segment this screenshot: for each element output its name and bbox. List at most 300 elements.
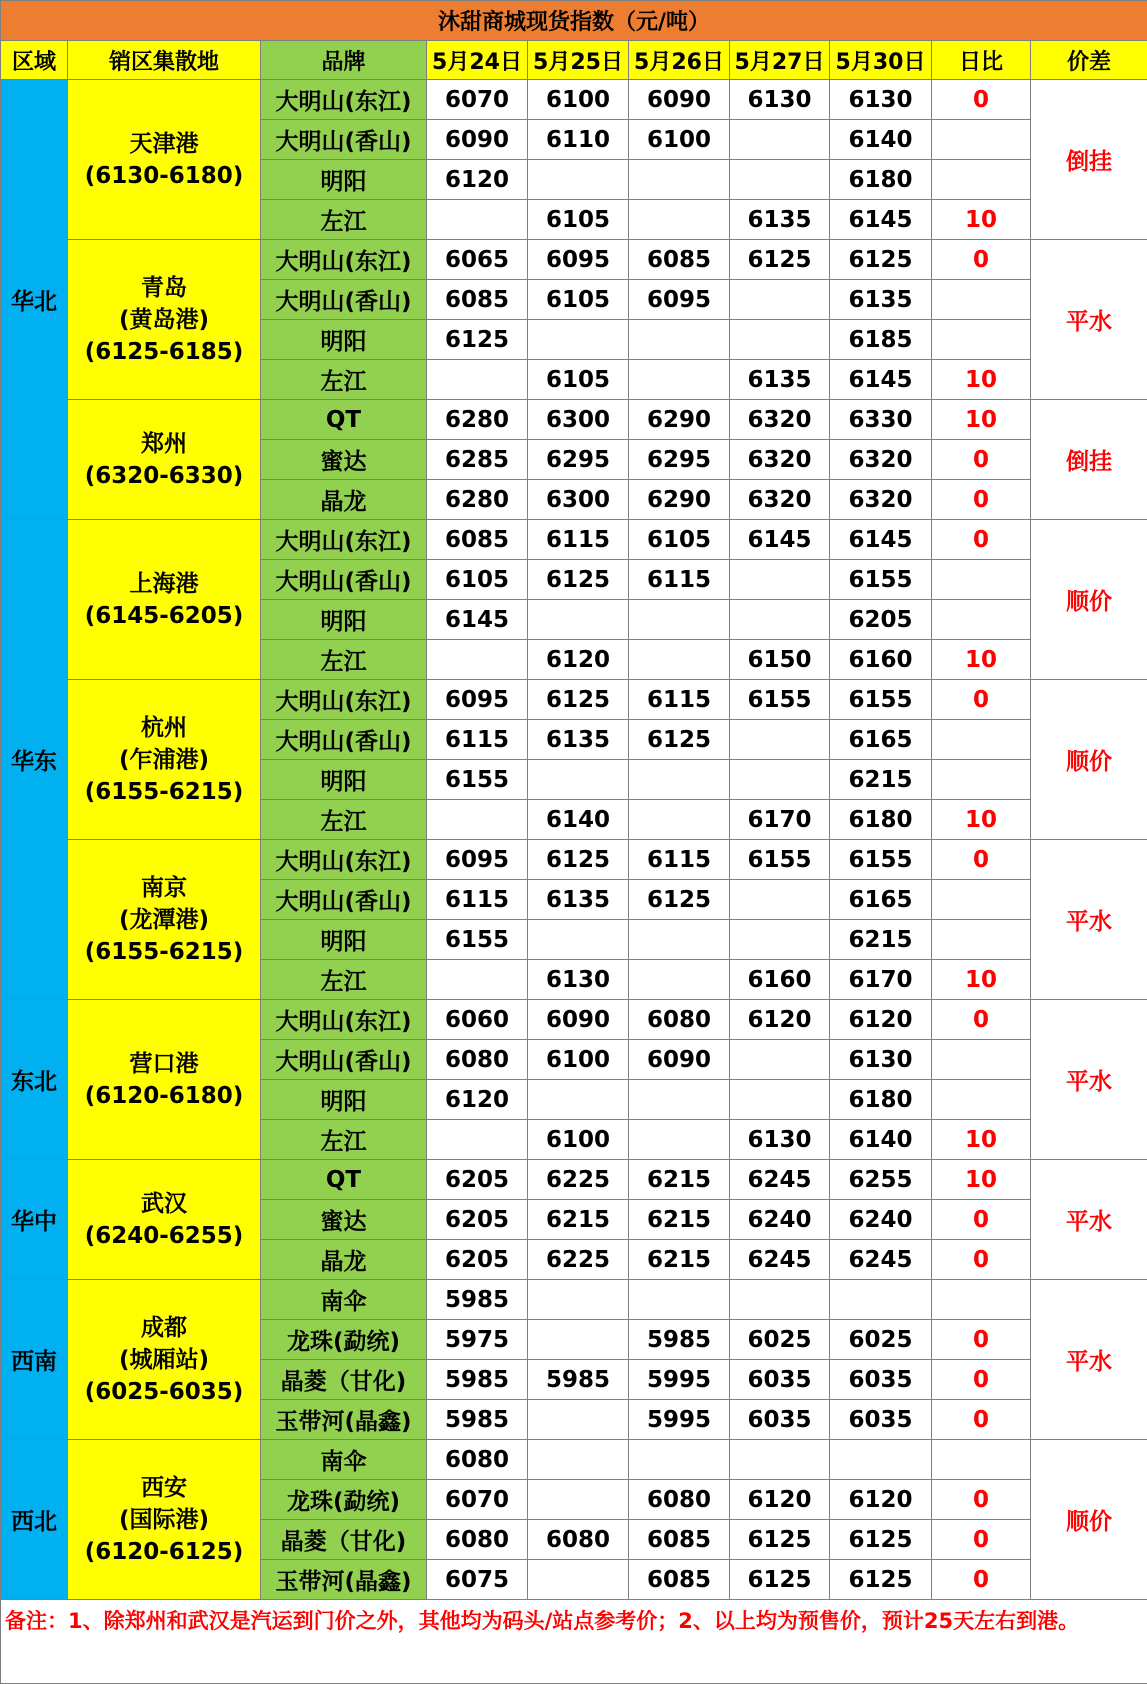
- location-line: (龙潭港): [68, 904, 260, 936]
- price-cell: 6125: [830, 1520, 932, 1560]
- header-region: 区域: [1, 41, 68, 80]
- daily-change-cell: 0: [932, 520, 1031, 560]
- price-cell: 6115: [427, 720, 528, 760]
- price-cell: 6320: [830, 480, 932, 520]
- brand-cell: 明阳: [261, 760, 427, 800]
- daily-change-cell: 0: [932, 240, 1031, 280]
- location-line: 上海港: [68, 568, 260, 600]
- price-cell: 6160: [730, 960, 830, 1000]
- price-cell: 6240: [730, 1200, 830, 1240]
- daily-change-cell: [932, 600, 1031, 640]
- price-cell: 6245: [730, 1160, 830, 1200]
- note-row: [1, 1600, 1147, 1684]
- price-cell: 6245: [730, 1240, 830, 1280]
- price-cell: [629, 960, 730, 1000]
- price-cell: [629, 1280, 730, 1320]
- location-line: 杭州: [68, 712, 260, 744]
- region-cell: 西北: [1, 1440, 68, 1600]
- price-cell: 6105: [528, 280, 629, 320]
- price-cell: [730, 320, 830, 360]
- price-cell: 6135: [730, 200, 830, 240]
- table-row: [1, 1280, 1147, 1320]
- location-cell: [68, 680, 261, 840]
- brand-cell: 左江: [261, 640, 427, 680]
- price-cell: 6180: [830, 160, 932, 200]
- price-cell: 6085: [629, 1560, 730, 1600]
- daily-change-cell: 0: [932, 440, 1031, 480]
- location-line: (6025-6035): [68, 1376, 260, 1408]
- price-cell: [427, 640, 528, 680]
- price-cell: 6115: [427, 880, 528, 920]
- price-cell: 6205: [427, 1200, 528, 1240]
- header-date-3: 5月26日: [629, 41, 730, 80]
- price-cell: [730, 280, 830, 320]
- brand-cell: 玉带河(晶鑫): [261, 1400, 427, 1440]
- price-cell: 6125: [528, 680, 629, 720]
- location-cell: [68, 520, 261, 680]
- location-line: (6155-6215): [68, 936, 260, 968]
- brand-cell: 左江: [261, 960, 427, 1000]
- price-cell: 6095: [629, 280, 730, 320]
- price-cell: 6035: [830, 1400, 932, 1440]
- price-cell: 6105: [528, 360, 629, 400]
- daily-change-cell: [932, 920, 1031, 960]
- daily-change-cell: 0: [932, 1200, 1031, 1240]
- location-line: 武汉: [68, 1188, 260, 1220]
- brand-cell: 龙珠(勐统): [261, 1320, 427, 1360]
- price-cell: 6205: [427, 1160, 528, 1200]
- daily-change-cell: 0: [932, 1320, 1031, 1360]
- price-cell: 6025: [830, 1320, 932, 1360]
- price-cell: 6255: [830, 1160, 932, 1200]
- brand-cell: 明阳: [261, 920, 427, 960]
- price-cell: 6125: [528, 840, 629, 880]
- location-line: 郑州: [68, 428, 260, 460]
- price-cell: [629, 320, 730, 360]
- brand-cell: 大明山(香山): [261, 1040, 427, 1080]
- price-cell: 6125: [730, 1560, 830, 1600]
- price-cell: [427, 360, 528, 400]
- price-cell: 5995: [629, 1400, 730, 1440]
- price-cell: 6280: [427, 480, 528, 520]
- daily-change-cell: [932, 320, 1031, 360]
- daily-change-cell: 10: [932, 1120, 1031, 1160]
- price-cell: [730, 1080, 830, 1120]
- price-cell: [730, 1040, 830, 1080]
- location-cell: [68, 840, 261, 1000]
- header-brand: 品牌: [261, 41, 427, 80]
- location-line: (6130-6180): [68, 160, 260, 192]
- price-cell: 6320: [730, 440, 830, 480]
- daily-change-cell: 0: [932, 80, 1031, 120]
- region-cell: 华北: [1, 80, 68, 520]
- price-cell: 6085: [427, 520, 528, 560]
- table-row: [1, 400, 1147, 440]
- daily-change-cell: 0: [932, 1520, 1031, 1560]
- daily-change-cell: [932, 1440, 1031, 1480]
- price-cell: 6080: [629, 1000, 730, 1040]
- location-line: 西安: [68, 1472, 260, 1504]
- price-cell: 6135: [830, 280, 932, 320]
- price-cell: 6300: [528, 480, 629, 520]
- price-cell: [730, 760, 830, 800]
- price-cell: 6080: [528, 1520, 629, 1560]
- price-cell: 6295: [528, 440, 629, 480]
- price-cell: 6330: [830, 400, 932, 440]
- daily-change-cell: 10: [932, 400, 1031, 440]
- daily-change-cell: [932, 720, 1031, 760]
- price-cell: 5985: [629, 1320, 730, 1360]
- price-cell: 6070: [427, 80, 528, 120]
- location-cell: [68, 1000, 261, 1160]
- brand-cell: 明阳: [261, 1080, 427, 1120]
- table-row: [1, 1160, 1147, 1200]
- spread-cell: 倒挂: [1031, 80, 1147, 240]
- price-cell: [629, 760, 730, 800]
- price-cell: 6145: [830, 520, 932, 560]
- price-cell: 6295: [629, 440, 730, 480]
- price-cell: 6240: [830, 1200, 932, 1240]
- price-cell: 6180: [830, 800, 932, 840]
- daily-change-cell: 10: [932, 960, 1031, 1000]
- spread-cell: 顺价: [1031, 1440, 1147, 1600]
- header-date-1: 5月24日: [427, 41, 528, 80]
- price-cell: 6130: [730, 1120, 830, 1160]
- brand-cell: 大明山(香山): [261, 720, 427, 760]
- price-cell: 6125: [830, 1560, 932, 1600]
- price-cell: 6035: [730, 1400, 830, 1440]
- header-spread: 价差: [1031, 41, 1147, 80]
- location-cell: [68, 1440, 261, 1600]
- header-date-4: 5月27日: [730, 41, 830, 80]
- daily-change-cell: [932, 760, 1031, 800]
- price-cell: 6155: [427, 920, 528, 960]
- price-cell: 6090: [427, 120, 528, 160]
- price-cell: [830, 1280, 932, 1320]
- price-cell: 6165: [830, 880, 932, 920]
- region-cell: 东北: [1, 1000, 68, 1160]
- brand-cell: 南伞: [261, 1280, 427, 1320]
- brand-cell: 左江: [261, 200, 427, 240]
- price-cell: 5985: [427, 1280, 528, 1320]
- price-cell: [629, 1080, 730, 1120]
- price-cell: 6100: [528, 80, 629, 120]
- brand-cell: 晶龙: [261, 1240, 427, 1280]
- price-cell: 6125: [528, 560, 629, 600]
- location-line: (国际港): [68, 1504, 260, 1536]
- price-cell: 6205: [427, 1240, 528, 1280]
- price-cell: [629, 160, 730, 200]
- location-line: (6320-6330): [68, 460, 260, 492]
- header-row: [1, 41, 1147, 80]
- price-cell: 6140: [528, 800, 629, 840]
- region-cell: 华东: [1, 520, 68, 1000]
- table-row: [1, 520, 1147, 560]
- spread-cell: 顺价: [1031, 680, 1147, 840]
- price-cell: 6285: [427, 440, 528, 480]
- price-cell: 6145: [427, 600, 528, 640]
- location-line: (黄岛港): [68, 304, 260, 336]
- price-cell: 6135: [528, 880, 629, 920]
- daily-change-cell: 10: [932, 360, 1031, 400]
- location-line: 天津港: [68, 128, 260, 160]
- brand-cell: 玉带河(晶鑫): [261, 1560, 427, 1600]
- daily-change-cell: 0: [932, 480, 1031, 520]
- price-cell: [730, 1440, 830, 1480]
- table-row: [1, 80, 1147, 120]
- daily-change-cell: 0: [932, 1000, 1031, 1040]
- spread-cell: 倒挂: [1031, 400, 1147, 520]
- price-cell: 6080: [427, 1520, 528, 1560]
- price-cell: 6085: [427, 280, 528, 320]
- header-date-2: 5月25日: [528, 41, 629, 80]
- price-cell: [528, 320, 629, 360]
- location-line: (6120-6125): [68, 1536, 260, 1568]
- location-line: (6120-6180): [68, 1080, 260, 1112]
- price-cell: 6280: [427, 400, 528, 440]
- price-cell: [629, 360, 730, 400]
- daily-change-cell: [932, 280, 1031, 320]
- daily-change-cell: 0: [932, 1400, 1031, 1440]
- price-cell: [528, 760, 629, 800]
- price-cell: 6080: [629, 1480, 730, 1520]
- price-cell: 6130: [830, 80, 932, 120]
- price-cell: 6120: [830, 1000, 932, 1040]
- brand-cell: 大明山(东江): [261, 1000, 427, 1040]
- price-cell: 6180: [830, 1080, 932, 1120]
- location-line: (乍浦港): [68, 744, 260, 776]
- price-cell: 6095: [528, 240, 629, 280]
- price-cell: 6120: [730, 1000, 830, 1040]
- price-cell: [528, 920, 629, 960]
- location-cell: [68, 1160, 261, 1280]
- price-cell: 6100: [528, 1120, 629, 1160]
- daily-change-cell: 10: [932, 800, 1031, 840]
- location-line: (6145-6205): [68, 600, 260, 632]
- price-cell: 6155: [730, 840, 830, 880]
- price-cell: 6130: [830, 1040, 932, 1080]
- brand-cell: 大明山(东江): [261, 680, 427, 720]
- price-cell: 6290: [629, 480, 730, 520]
- brand-cell: QT: [261, 400, 427, 440]
- price-cell: [629, 1440, 730, 1480]
- price-cell: 6125: [730, 240, 830, 280]
- price-cell: 6215: [629, 1240, 730, 1280]
- price-cell: 6085: [629, 1520, 730, 1560]
- price-cell: 6135: [528, 720, 629, 760]
- price-cell: [629, 1120, 730, 1160]
- price-cell: 6145: [830, 360, 932, 400]
- price-cell: 5995: [629, 1360, 730, 1400]
- price-cell: 6075: [427, 1560, 528, 1600]
- price-cell: [730, 920, 830, 960]
- price-cell: 6120: [730, 1480, 830, 1520]
- brand-cell: 大明山(香山): [261, 280, 427, 320]
- location-line: 南京: [68, 872, 260, 904]
- price-cell: 6085: [629, 240, 730, 280]
- price-cell: 6060: [427, 1000, 528, 1040]
- brand-cell: 左江: [261, 360, 427, 400]
- price-cell: 6105: [427, 560, 528, 600]
- price-cell: 6100: [528, 1040, 629, 1080]
- spread-cell: 平水: [1031, 1280, 1147, 1440]
- price-cell: 6100: [629, 120, 730, 160]
- price-cell: 6215: [830, 760, 932, 800]
- price-cell: 6120: [427, 1080, 528, 1120]
- price-cell: 6185: [830, 320, 932, 360]
- price-cell: 5975: [427, 1320, 528, 1360]
- price-cell: 5985: [427, 1360, 528, 1400]
- price-cell: 6110: [528, 120, 629, 160]
- price-cell: 6290: [629, 400, 730, 440]
- price-cell: [528, 1320, 629, 1360]
- price-cell: 6135: [730, 360, 830, 400]
- price-cell: [528, 1480, 629, 1520]
- price-cell: [730, 560, 830, 600]
- price-cell: [427, 800, 528, 840]
- price-cell: 6215: [830, 920, 932, 960]
- location-line: (6155-6215): [68, 776, 260, 808]
- header-location: 销区集散地: [68, 41, 261, 80]
- brand-cell: 左江: [261, 1120, 427, 1160]
- price-cell: [528, 1280, 629, 1320]
- location-line: (6125-6185): [68, 336, 260, 368]
- brand-cell: 晶菱（甘化): [261, 1520, 427, 1560]
- price-cell: 6140: [830, 1120, 932, 1160]
- price-cell: 6065: [427, 240, 528, 280]
- price-cell: [730, 160, 830, 200]
- price-cell: 6090: [528, 1000, 629, 1040]
- price-cell: 6115: [528, 520, 629, 560]
- price-cell: 6145: [730, 520, 830, 560]
- price-cell: 6035: [830, 1360, 932, 1400]
- price-cell: [528, 600, 629, 640]
- daily-change-cell: [932, 1040, 1031, 1080]
- price-cell: 6125: [629, 720, 730, 760]
- location-cell: [68, 400, 261, 520]
- daily-change-cell: 0: [932, 680, 1031, 720]
- spread-cell: 顺价: [1031, 520, 1147, 680]
- daily-change-cell: 0: [932, 1240, 1031, 1280]
- daily-change-cell: 10: [932, 640, 1031, 680]
- location-line: 营口港: [68, 1048, 260, 1080]
- price-cell: 5985: [427, 1400, 528, 1440]
- price-cell: [629, 200, 730, 240]
- location-cell: [68, 80, 261, 240]
- region-cell: 西南: [1, 1280, 68, 1440]
- daily-change-cell: 0: [932, 1360, 1031, 1400]
- price-cell: 6150: [730, 640, 830, 680]
- price-cell: 6125: [427, 320, 528, 360]
- table-row: [1, 840, 1147, 880]
- price-cell: 6320: [730, 480, 830, 520]
- price-cell: [528, 1400, 629, 1440]
- brand-cell: 大明山(香山): [261, 120, 427, 160]
- table-row: [1, 1000, 1147, 1040]
- brand-cell: 晶菱（甘化): [261, 1360, 427, 1400]
- price-cell: 6245: [830, 1240, 932, 1280]
- brand-cell: 晶龙: [261, 480, 427, 520]
- price-cell: 6105: [528, 200, 629, 240]
- price-cell: [427, 960, 528, 1000]
- table-row: [1, 240, 1147, 280]
- price-cell: 6095: [427, 680, 528, 720]
- daily-change-cell: [932, 1080, 1031, 1120]
- price-cell: [629, 800, 730, 840]
- price-cell: 6130: [730, 80, 830, 120]
- price-cell: 6155: [830, 680, 932, 720]
- price-cell: [528, 1080, 629, 1120]
- price-cell: 6225: [528, 1160, 629, 1200]
- price-cell: 6160: [830, 640, 932, 680]
- price-cell: [730, 880, 830, 920]
- location-line: 青岛: [68, 272, 260, 304]
- spread-cell: 平水: [1031, 840, 1147, 1000]
- price-cell: 6070: [427, 1480, 528, 1520]
- daily-change-cell: [932, 560, 1031, 600]
- price-cell: 6170: [830, 960, 932, 1000]
- brand-cell: QT: [261, 1160, 427, 1200]
- brand-cell: 大明山(东江): [261, 520, 427, 560]
- price-cell: 6130: [528, 960, 629, 1000]
- brand-cell: 龙珠(勐统): [261, 1480, 427, 1520]
- brand-cell: 明阳: [261, 160, 427, 200]
- price-cell: 6215: [629, 1160, 730, 1200]
- location-cell: [68, 240, 261, 400]
- daily-change-cell: 0: [932, 840, 1031, 880]
- daily-change-cell: 10: [932, 200, 1031, 240]
- location-line: 成都: [68, 1312, 260, 1344]
- price-cell: 6090: [629, 80, 730, 120]
- daily-change-cell: 0: [932, 1480, 1031, 1520]
- price-cell: 6115: [629, 840, 730, 880]
- brand-cell: 左江: [261, 800, 427, 840]
- title-row: [1, 1, 1147, 41]
- price-cell: 6155: [830, 560, 932, 600]
- sheet-title: 沐甜商城现货指数（元/吨）: [1, 1, 1147, 41]
- price-cell: 6125: [730, 1520, 830, 1560]
- location-line: (6240-6255): [68, 1220, 260, 1252]
- price-cell: [528, 160, 629, 200]
- location-cell: [68, 1280, 261, 1440]
- price-cell: 6155: [730, 680, 830, 720]
- brand-cell: 大明山(香山): [261, 560, 427, 600]
- table-row: [1, 680, 1147, 720]
- price-cell: 6120: [427, 160, 528, 200]
- price-cell: 6125: [830, 240, 932, 280]
- header-daily-change: 日比: [932, 41, 1031, 80]
- price-cell: 6080: [427, 1440, 528, 1480]
- note-text: 备注：1、除郑州和武汉是汽运到门价之外，其他均为码头/站点参考价；2、以上均为预售价，预计25天左右到港。: [1, 1600, 1147, 1684]
- brand-cell: 大明山(香山): [261, 880, 427, 920]
- price-cell: 6170: [730, 800, 830, 840]
- price-cell: [427, 200, 528, 240]
- location-line: (城厢站): [68, 1344, 260, 1376]
- price-cell: [629, 920, 730, 960]
- price-cell: 6155: [830, 840, 932, 880]
- brand-cell: 大明山(东江): [261, 840, 427, 880]
- price-cell: [730, 600, 830, 640]
- price-cell: [830, 1440, 932, 1480]
- daily-change-cell: [932, 120, 1031, 160]
- price-cell: 6095: [427, 840, 528, 880]
- price-cell: 6115: [629, 680, 730, 720]
- brand-cell: 大明山(东江): [261, 240, 427, 280]
- price-cell: [730, 1280, 830, 1320]
- spread-cell: 平水: [1031, 1000, 1147, 1160]
- brand-cell: 明阳: [261, 320, 427, 360]
- price-cell: 6090: [629, 1040, 730, 1080]
